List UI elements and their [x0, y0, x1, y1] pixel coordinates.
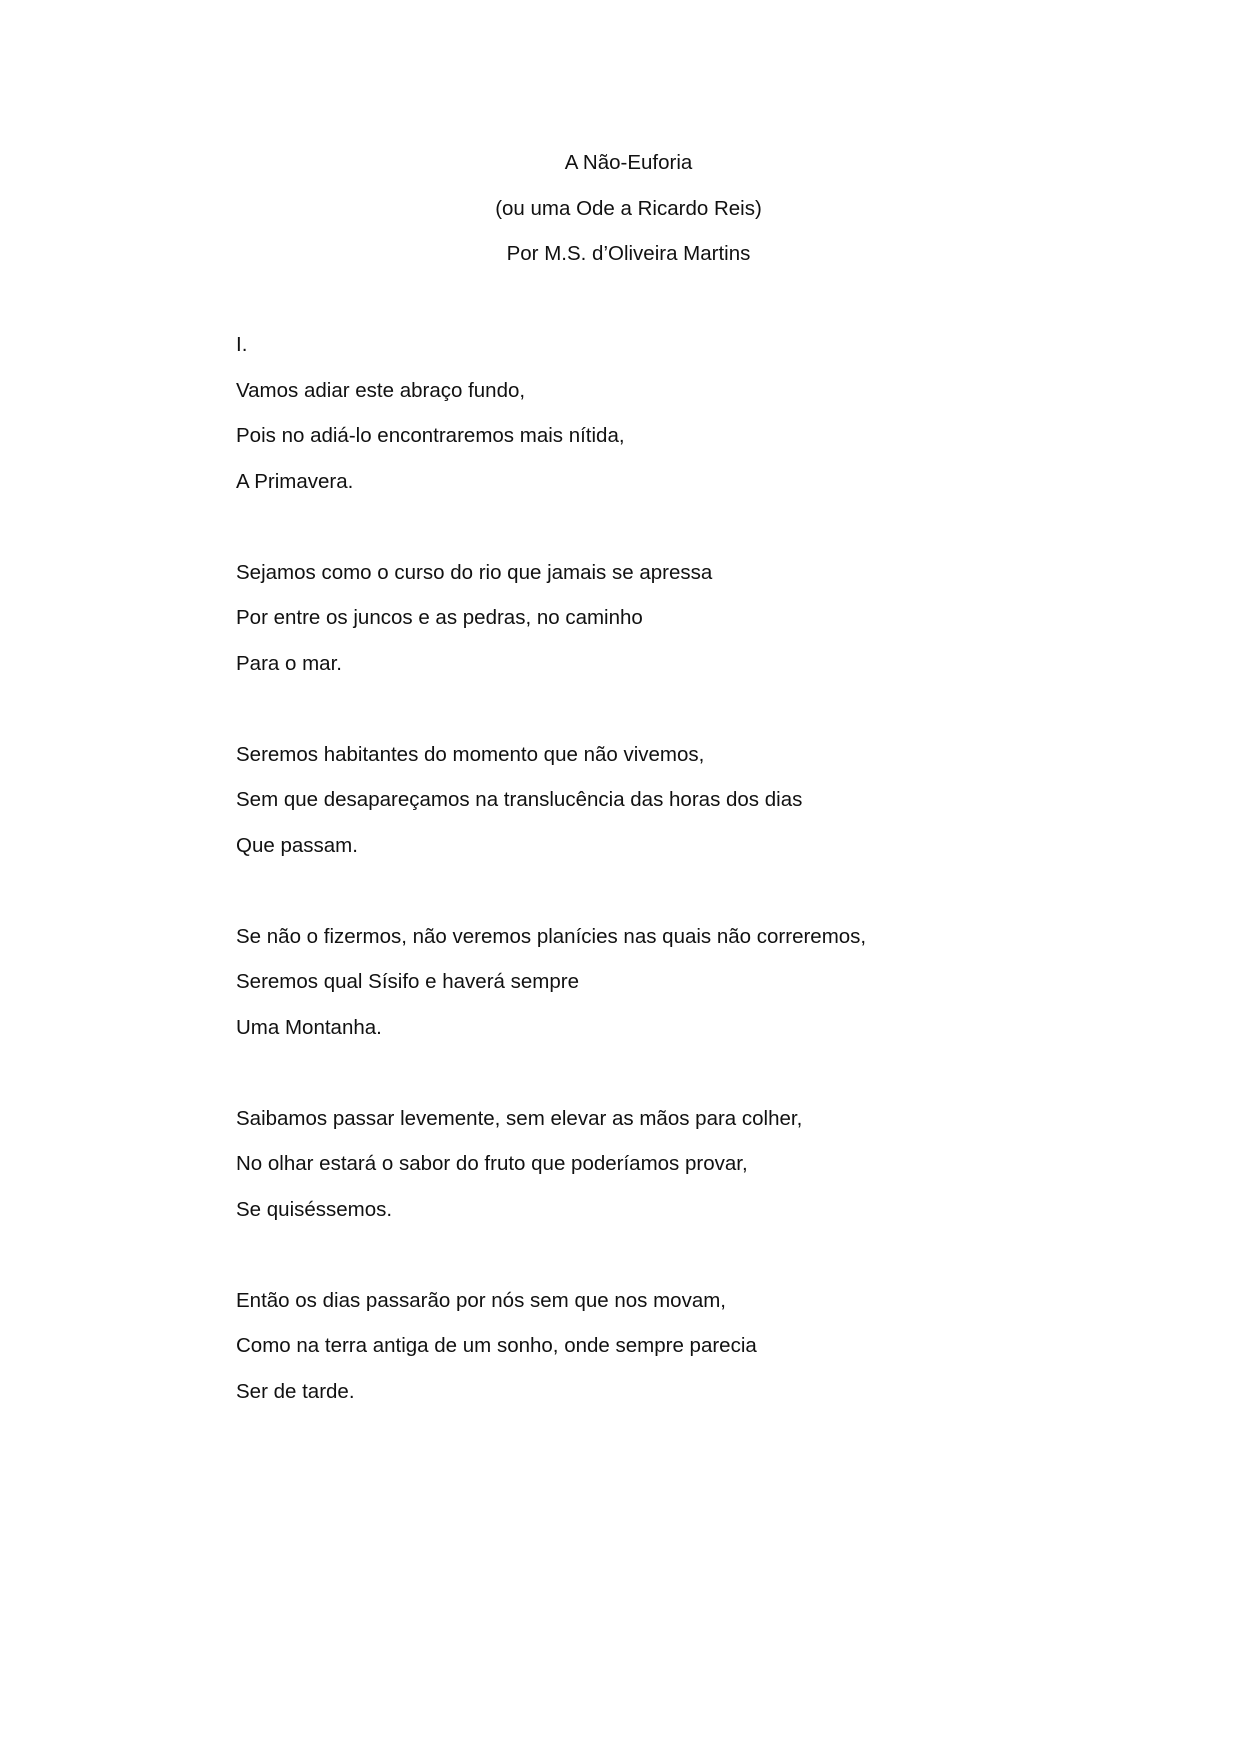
verse-line: Para o mar. — [236, 651, 342, 675]
poem-title: A Não-Euforia — [564, 151, 693, 174]
verse-line: Pois no adiá-lo encontraremos mais nítida, — [236, 424, 625, 447]
verse-line: Por entre os juncos e as pedras, no caminho — [236, 606, 643, 629]
stanza-5 — [236, 1096, 1136, 1233]
stanza-6 — [236, 1278, 1136, 1415]
verse-line: Uma Montanha. — [236, 1015, 382, 1039]
verse-line: Que passam. — [236, 833, 358, 857]
verse-line: Saibamos passar levemente, sem elevar as mãos para colher, — [236, 1106, 803, 1130]
verse-line: A Primavera. — [236, 469, 354, 493]
stanza-4 — [236, 914, 1136, 1051]
poem-author: Por M.S. d’Oliveira Martins — [506, 242, 751, 265]
verse-line: No olhar estará o sabor do fruto que poderíamos provar, — [236, 1152, 748, 1175]
verse-line: Sem que desapareçamos na translucência das horas dos dias — [236, 788, 803, 811]
section-number: I. — [236, 333, 248, 356]
verse-line: Sejamos como o curso do rio que jamais se apressa — [236, 560, 713, 584]
verse-line: Se quiséssemos. — [236, 1197, 393, 1221]
poem-subtitle: (ou uma Ode a Ricardo Reis) — [495, 196, 762, 220]
stanza-2 — [236, 550, 1136, 687]
verse-line: Como na terra antiga de um sonho, onde sempre parecia — [236, 1334, 757, 1357]
poem-body — [236, 322, 1136, 1460]
verse-line: Vamos adiar este abraço fundo, — [236, 378, 526, 402]
stanza-3 — [236, 732, 1136, 869]
verse-line: Se não o fizermos, não veremos planícies nas quais não correremos, — [236, 924, 867, 948]
verse-line: Seremos qual Sísifo e haverá sempre — [236, 970, 579, 993]
stanza-1 — [236, 368, 1136, 505]
verse-line: Ser de tarde. — [236, 1379, 355, 1403]
poem-header — [0, 140, 1239, 277]
verse-line: Então os dias passarão por nós sem que nos movam, — [236, 1288, 726, 1312]
verse-line: Seremos habitantes do momento que não vivemos, — [236, 742, 705, 766]
